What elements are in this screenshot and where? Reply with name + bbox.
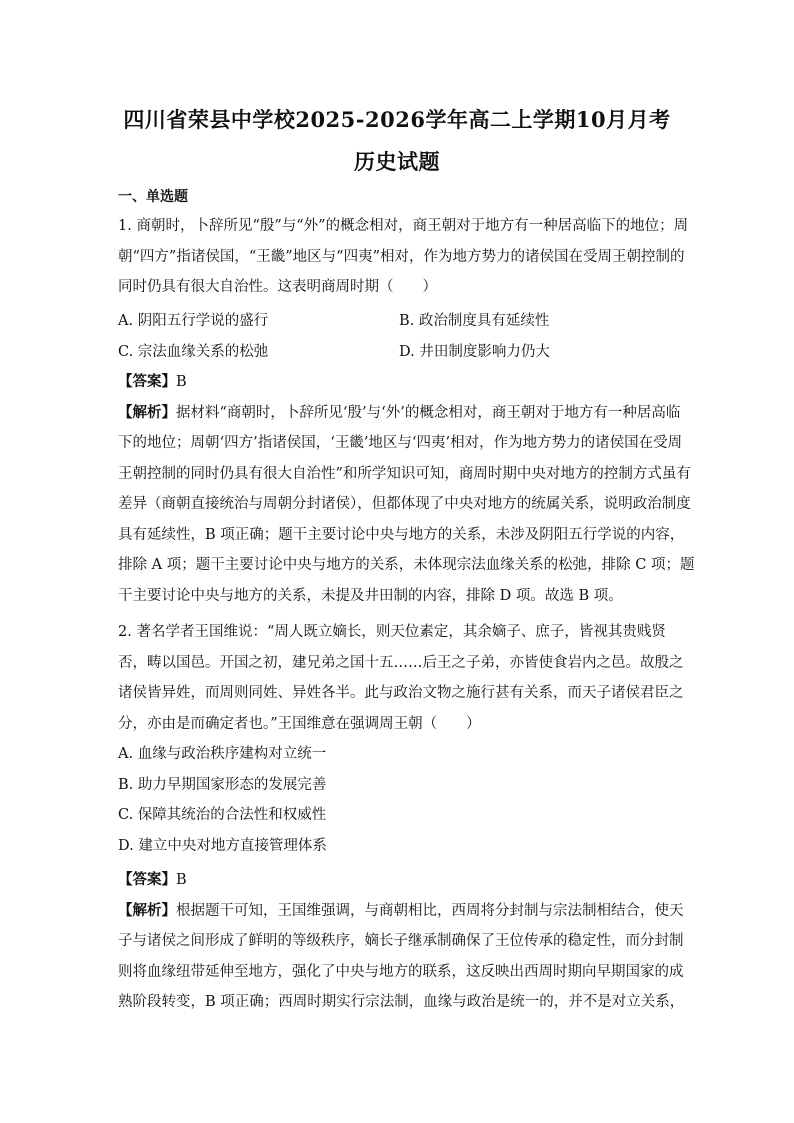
question-1-answer-block	[118, 367, 695, 611]
analysis-line: 王朝控制的同时仍具有很大自治性”和所学知识可知，商周时期中央对地方的控制方式虽有	[118, 465, 691, 482]
question-1-stem	[118, 211, 689, 303]
question-1-analysis	[118, 398, 680, 429]
question-1-answer	[118, 367, 680, 398]
question-2-stem	[118, 617, 684, 739]
question-1-option-a: A. 阴阳五行学说的盛行	[118, 313, 269, 329]
analysis-line: 子与诸侯之间形成了鲜明的等级秩序，嫡长子继承制确保了王位传承的稳定性，而分封制	[118, 933, 684, 949]
analysis-line: 差异（商朝直接统治与周朝分封诸侯），但都体现了中央对地方的统属关系，说明政治制度	[118, 496, 691, 512]
analysis-line: 则将血缘纽带延伸至地方，强化了中央与地方的联系，这反映出西周时期向早期国家的成	[118, 963, 684, 980]
question-1-line: 1. 商朝时，卜辞所见“殷”与“外”的概念相对，商王朝对于地方有一种居高临下的地位；周	[118, 218, 689, 234]
question-1-option-c: C. 宗法血缘关系的松弛	[118, 343, 269, 360]
question-2-option-c: C. 保障其统治的合法性和权威性	[118, 807, 327, 823]
question-2-option-a: A. 血缘与政治秩序建构对立统一	[118, 746, 327, 762]
section-heading: 一、单选题	[118, 189, 188, 205]
question-1-option-b: B. 政治制度具有延续性	[399, 313, 550, 329]
analysis-tag: 【解析】	[118, 901, 176, 919]
document-title: 四川省荣县中学校2025-2026学年高二上学期10月月考	[123, 107, 671, 132]
answer-value: B	[176, 872, 187, 888]
question-2-line: 分，亦由是而确定者也。”王国维意在强调周王朝（ ）	[118, 715, 481, 732]
document-subtitle: 历史试题	[354, 149, 440, 174]
question-2-analysis	[118, 896, 684, 927]
analysis-tag: 【解析】	[118, 403, 176, 421]
analysis-line: 排除 A 项；题干主要讨论中央与地方的关系，未体现宗法血缘关系的松弛，排除 C 项；题	[118, 557, 695, 573]
question-2-line: 诸侯皆异姓，而周则同姓、异姓各半。此与政治文物之施行甚有关系，而天子诸侯君臣之	[118, 685, 684, 701]
question-2-options	[118, 739, 680, 861]
analysis-line: 下的地位；周朝‘四方’指诸侯国，‘王畿’地区与‘四夷’相对，作为地方势力的诸侯国在受周	[118, 435, 683, 451]
question-2-option-b: B. 助力早期国家形态的发展完善	[118, 776, 327, 793]
analysis-text: 据材料“商朝时，卜辞所见‘殷’与‘外’的概念相对，商王朝对于地方有一种居高临	[176, 404, 681, 421]
question-2-option-d: D. 建立中央对地方直接管理体系	[118, 837, 327, 854]
question-2-answer-block	[118, 865, 685, 1018]
answer-tag: 【答案】	[118, 871, 176, 888]
question-1-option-d: D. 井田制度影响力仍大	[399, 343, 550, 360]
analysis-line: 具有延续性，B 项正确；题干主要讨论中央与地方的关系，未涉及阴阳五行学说的内容，	[118, 526, 685, 543]
question-2-line: 否，畴以国邑。开国之初，建兄弟之国十五……后王之子弟，亦皆使食岩内之邑。故殷之	[118, 654, 684, 671]
question-2-answer	[118, 865, 680, 896]
answer-tag: 【答案】	[118, 373, 176, 390]
question-1-options	[118, 306, 680, 367]
answer-value: B	[176, 374, 187, 390]
analysis-text: 根据题干可知，王国维强调，与商朝相比，西周将分封制与宗法制相结合，使天	[176, 902, 684, 919]
question-1-line: 朝“四方”指诸侯国，“王畿”地区与“四夷”相对，作为地方势力的诸侯国在受周王朝控制的	[118, 248, 685, 265]
analysis-line: 熟阶段转变，B 项正确；西周时期实行宗法制，血缘与政治是统一的，并不是对立关系，	[118, 994, 685, 1010]
question-2-line: 2. 著名学者王国维说：“周人既立嫡长，则天位素定，其余嫡子、庶子，皆视其贵贱贤	[118, 624, 666, 640]
question-1-line: 同时仍具有很大自治性。这表明商周时期（ ）	[118, 279, 437, 295]
analysis-line: 干主要讨论中央与地方的关系，未提及井田制的内容，排除 D 项。故选 B 项。	[118, 587, 623, 604]
